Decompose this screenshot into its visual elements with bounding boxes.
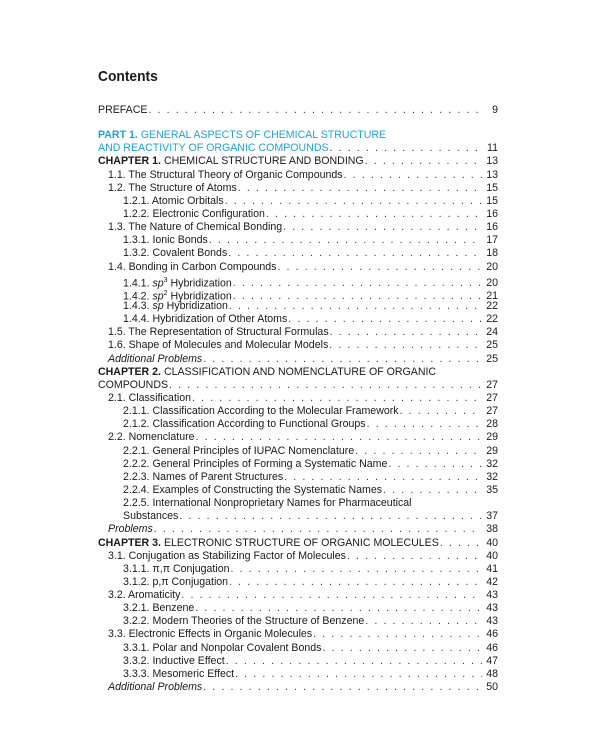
toc-entry-page: 17 [486, 234, 498, 247]
toc-entry-title: 1.2.2. Electronic Configuration [123, 207, 265, 220]
toc-entry[interactable] [98, 169, 498, 182]
leader-dots [225, 195, 482, 208]
leader-dots [329, 339, 482, 352]
page-title: Contents [98, 68, 158, 85]
toc-entry-title: 3.2. Aromaticity [108, 589, 181, 602]
toc-entry-page: 15 [486, 194, 498, 207]
leader-dots [383, 484, 482, 497]
toc-entry[interactable] [98, 615, 498, 628]
toc-entry-title: 2.2.2. General Principles of Forming a Systematic Name [123, 457, 388, 470]
toc-entry-title: 2.1.2. Classification According to Functional Groups [123, 418, 366, 431]
toc-entry-page: 32 [486, 470, 498, 483]
toc-entry-page: 16 [486, 221, 498, 234]
toc-entry[interactable] [98, 497, 498, 510]
toc-entry-line2[interactable] [98, 510, 498, 523]
toc-entry-page: 13 [486, 155, 498, 168]
toc-entry-page: 27 [486, 391, 498, 404]
toc-entry-page: 48 [486, 667, 498, 680]
leader-dots [365, 615, 482, 628]
leader-dots [367, 418, 482, 431]
toc-entry[interactable] [98, 274, 498, 290]
leader-dots [238, 182, 482, 195]
toc-entry-page: 21 [486, 290, 498, 303]
toc-entry-title-line1: 2.2.5. International Nonproprietary Names for Pharmaceutical [123, 497, 412, 510]
leader-dots [440, 537, 482, 550]
toc-entry-title: 1.3.2. Covalent Bonds [123, 247, 228, 260]
toc-entry[interactable] [98, 182, 498, 195]
toc-entry[interactable] [98, 326, 498, 339]
part-number: PART 1. [98, 129, 138, 142]
toc-entry-title: 1.6. Shape of Molecules and Molecular Models [108, 339, 329, 352]
toc-entry-page: 42 [486, 575, 498, 588]
toc-entry-title: 1.4.4. Hybridization of Other Atoms [123, 313, 288, 326]
toc-entry-title: 3.3.1. Polar and Nonpolar Covalent Bonds [123, 641, 322, 654]
leader-dots [154, 523, 482, 536]
toc-entry-page: 27 [486, 378, 498, 391]
toc-entry[interactable] [98, 221, 498, 234]
leader-dots [330, 142, 482, 155]
chapter-title-line1: CLASSIFICATION AND NOMENCLATURE OF ORGANIC [163, 365, 437, 378]
toc-entry-page: 40 [486, 549, 498, 562]
leader-dots [192, 392, 482, 405]
toc-entry-title: 2.2. Nomenclature [108, 431, 195, 444]
chapter-heading[interactable] [98, 155, 498, 168]
toc-entry-title: 1.4.1. $sp^3$ Hybridization [123, 276, 232, 290]
toc-entry[interactable] [98, 655, 498, 668]
toc-entry[interactable] [98, 195, 498, 208]
leader-dots [228, 247, 482, 260]
toc-entry-page: 46 [486, 641, 498, 654]
toc-entry-title: 1.4. Bonding in Carbon Compounds [108, 260, 277, 273]
leader-dots [284, 471, 482, 484]
leader-dots [203, 353, 482, 366]
toc-entry-page: 11 [487, 142, 498, 155]
leader-dots [235, 668, 482, 681]
chapter-title: ELECTRONIC STRUCTURE OF ORGANIC MOLECULES [163, 536, 439, 549]
part-heading-line2[interactable] [98, 142, 498, 155]
leader-dots [344, 169, 482, 182]
chapter-number: CHAPTER 2. [98, 365, 161, 378]
leader-dots [347, 550, 482, 563]
part-heading[interactable] [98, 129, 498, 142]
toc-entry-title: 1.3.1. Ionic Bonds [123, 234, 208, 247]
toc-entry[interactable] [98, 247, 498, 260]
toc-entry-page: 25 [486, 339, 498, 352]
toc-entry-page: 43 [486, 615, 498, 628]
toc-entry-title: Problems [108, 523, 153, 536]
toc-entry-title: 1.4.2. $sp^2$ Hybridization [123, 289, 232, 303]
toc-entry-title: 3.1.2. p,π Conjugation [123, 575, 229, 588]
toc-entry[interactable] [98, 392, 498, 405]
chapter-number: CHAPTER 1. [98, 155, 161, 168]
toc-entry-page: 18 [486, 247, 498, 260]
toc-entry-title: 1.2. The Structure of Atoms [108, 181, 237, 194]
toc-entry-page: 37 [486, 510, 498, 523]
chapter-heading[interactable] [98, 366, 498, 379]
toc-entry[interactable] [98, 300, 498, 313]
toc-entry-problems[interactable] [98, 681, 498, 694]
toc-entry-page: 13 [486, 168, 498, 181]
leader-dots [283, 221, 482, 234]
toc-entry-title: 2.2.4. Examples of Constructing the Systematic Names [123, 483, 383, 496]
leader-dots [313, 628, 482, 641]
toc-entry-page: 38 [486, 523, 498, 536]
leader-dots [226, 655, 482, 668]
leader-dots [203, 681, 482, 694]
toc-entry-page: 41 [486, 562, 498, 575]
toc-entry-page: 16 [486, 207, 498, 220]
leader-dots [388, 458, 482, 471]
chapter-number: CHAPTER 3. [98, 536, 161, 549]
toc-entry-page: 25 [486, 352, 498, 365]
toc-entry-page: 40 [486, 536, 498, 549]
toc-entry-page: 9 [492, 104, 498, 116]
toc-entry-title: 2.1.1. Classification According to the Molecular Framework [123, 405, 399, 418]
toc-entry-title: 3.3.3. Mesomeric Effect [123, 667, 235, 680]
toc-entry-page: 29 [486, 444, 498, 457]
toc-entry-title: Additional Problems [108, 352, 203, 365]
toc-entry-page: 46 [486, 628, 498, 641]
toc-entry-page: 15 [486, 181, 498, 194]
toc-entry[interactable] [98, 484, 498, 497]
toc-entry-title: 1.4.3. sp Hybridization [123, 299, 228, 312]
toc-entry-title: 3.3.2. Inductive Effect [123, 654, 225, 667]
leader-dots [181, 589, 482, 602]
toc-entry-preface[interactable] [98, 104, 498, 117]
toc-entry-problems[interactable] [98, 353, 498, 366]
toc-entry-title: 1.3. The Nature of Chemical Bonding [108, 221, 283, 234]
toc-entry[interactable] [98, 550, 498, 563]
toc-entry-title: 3.1. Conjugation as Stabilizing Factor of Molecules [108, 549, 346, 562]
toc-entry[interactable] [98, 445, 498, 458]
table-of-contents [98, 104, 498, 694]
leader-dots [195, 602, 482, 615]
part-title-line2: AND REACTIVITY OF ORGANIC COMPOUNDS [98, 142, 329, 155]
toc-entry[interactable] [98, 642, 498, 655]
leader-dots [266, 208, 482, 221]
toc-entry-title: 1.5. The Representation of Structural Formulas [108, 326, 329, 339]
toc-entry-page: 29 [486, 431, 498, 444]
leader-dots [288, 313, 482, 326]
toc-entry-page: 27 [486, 405, 498, 418]
toc-entry-title: 3.2.1. Benzene [123, 602, 195, 615]
chapter-title-line2: COMPOUNDS [98, 378, 169, 391]
toc-entry-page: 35 [486, 483, 498, 496]
leader-dots [229, 300, 482, 313]
toc-entry-page: 24 [486, 326, 498, 339]
toc-entry-page: 22 [486, 299, 498, 312]
leader-dots [330, 326, 482, 339]
toc-entry-page: 28 [486, 418, 498, 431]
leader-dots [365, 155, 482, 168]
toc-entry[interactable] [98, 313, 498, 326]
leader-dots [322, 642, 482, 655]
toc-entry[interactable] [98, 418, 498, 431]
leader-dots [196, 431, 482, 444]
leader-dots [277, 261, 482, 274]
toc-entry-page: 32 [486, 457, 498, 470]
leader-dots [209, 234, 482, 247]
toc-entry-title: 1.2.1. Atomic Orbitals [123, 194, 224, 207]
leader-dots [169, 379, 482, 392]
toc-entry[interactable] [98, 339, 498, 352]
toc-entry[interactable] [98, 563, 498, 576]
toc-entry[interactable] [98, 668, 498, 681]
leader-dots [400, 405, 482, 418]
toc-entry[interactable] [98, 405, 498, 418]
toc-entry-title: 3.2.2. Modern Theories of the Structure of Benzene [123, 615, 365, 628]
toc-entry[interactable] [98, 261, 498, 274]
toc-entry-page: 50 [486, 681, 498, 694]
toc-entry[interactable] [98, 589, 498, 602]
leader-dots [179, 510, 482, 523]
leader-dots [233, 277, 482, 290]
toc-entry-title: 2.1. Classification [108, 391, 192, 404]
part-title-line1: GENERAL ASPECTS OF CHEMICAL STRUCTURE [140, 129, 387, 142]
toc-entry[interactable] [98, 628, 498, 641]
toc-entry[interactable] [98, 458, 498, 471]
toc-entry-title: 2.2.1. General Principles of IUPAC Nomenclature [123, 444, 355, 457]
toc-entry-title: 3.1.1. π,π Conjugation [123, 562, 230, 575]
leader-dots [355, 445, 482, 458]
toc-entry[interactable] [98, 602, 498, 615]
toc-entry-problems[interactable] [98, 523, 498, 536]
toc-entry-title: Additional Problems [108, 681, 203, 694]
toc-entry[interactable] [98, 471, 498, 484]
toc-entry[interactable] [98, 431, 498, 444]
toc-entry[interactable] [98, 576, 498, 589]
leader-dots [231, 563, 483, 576]
toc-entry-title: 2.2.3. Names of Parent Structures [123, 470, 284, 483]
toc-entry-page: 22 [486, 313, 498, 326]
toc-entry-page: 20 [486, 277, 498, 290]
toc-entry-title: 3.3. Electronic Effects in Organic Molecules [108, 628, 313, 641]
leader-dots [229, 576, 482, 589]
toc-entry-title: PREFACE [98, 104, 148, 116]
toc-entry-page: 43 [486, 589, 498, 602]
toc-entry-page: 20 [486, 260, 498, 273]
toc-entry-title: 1.1. The Structural Theory of Organic Compounds [108, 168, 343, 181]
toc-entry[interactable] [98, 208, 498, 221]
toc-entry[interactable] [98, 234, 498, 247]
chapter-heading-line2[interactable] [98, 379, 498, 392]
toc-entry-page: 43 [486, 602, 498, 615]
toc-entry-title-line2: Substances [123, 510, 179, 523]
chapter-title: CHEMICAL STRUCTURE AND BONDING [163, 155, 364, 168]
toc-entry-page: 47 [486, 654, 498, 667]
leader-dots [148, 104, 482, 117]
chapter-heading[interactable] [98, 537, 498, 550]
